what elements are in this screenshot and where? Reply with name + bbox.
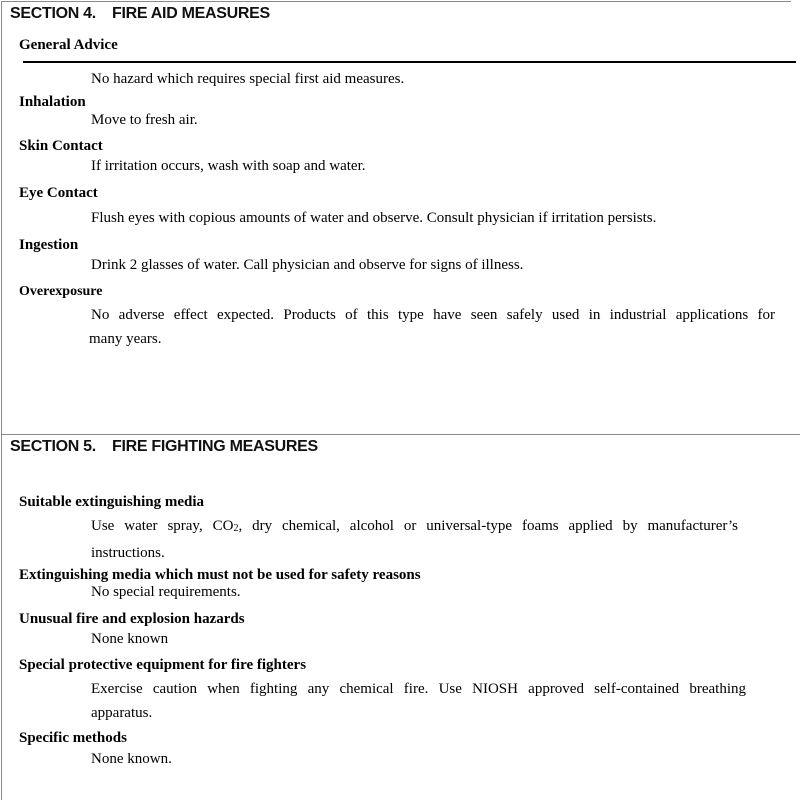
- overexposure-text: [89, 303, 775, 351]
- protective-equipment-heading: Special protective equipment for fire fighters: [19, 657, 307, 673]
- skin-contact-text: If irritation occurs, wash with soap and water.: [91, 158, 366, 174]
- eye-contact-heading: Eye Contact: [19, 185, 98, 201]
- section-5-title: [10, 438, 318, 456]
- overexposure-text-line-1: No adverse effect expected. Products of this type have seen safely used in industrial applications for: [91, 307, 775, 323]
- page-border-left: [1, 1, 2, 800]
- suitable-media-text-line-2: instructions.: [91, 545, 165, 561]
- general-advice-text: No hazard which requires special first aid measures.: [91, 71, 405, 87]
- co2-subscript: 2: [233, 523, 239, 534]
- suitable-media-heading: Suitable extinguishing media: [19, 494, 205, 510]
- section-4-heading: FIRE AID MEASURES: [112, 5, 270, 22]
- inhalation-text: Move to fresh air.: [91, 112, 198, 128]
- eye-contact-text: Flush eyes with copious amounts of water and observe. Consult physician if irritation persists.: [91, 210, 657, 226]
- protective-equipment-text: [91, 677, 746, 725]
- section-5-number: SECTION 5.: [10, 438, 96, 455]
- overexposure-heading: Overexposure: [19, 284, 103, 299]
- specific-methods-heading: Specific methods: [19, 730, 127, 746]
- suitable-media-text-line-1: [91, 514, 738, 541]
- overexposure-text-line-2: many years.: [89, 331, 162, 347]
- ingestion-heading: Ingestion: [19, 237, 79, 253]
- page-border-top: [1, 1, 791, 2]
- general-advice-heading: General Advice: [19, 37, 118, 53]
- ingestion-text: Drink 2 glasses of water. Call physician and observe for signs of illness.: [91, 257, 524, 273]
- unusual-hazards-text: None known: [91, 631, 169, 647]
- protective-equipment-text-line-1: Exercise caution when fighting any chemical fire. Use NIOSH approved self-contained breathing: [91, 681, 746, 697]
- suitable-media-text-part-a: Use water spray, CO: [91, 518, 234, 534]
- unusual-hazards-heading: Unusual fire and explosion hazards: [19, 611, 245, 627]
- suitable-media-text: [91, 514, 738, 565]
- protective-equipment-text-line-2: apparatus.: [91, 705, 153, 721]
- specific-methods-text: None known.: [91, 751, 172, 767]
- unsuitable-media-heading: Extinguishing media which must not be used for safety reasons: [19, 567, 421, 583]
- section-divider: [1, 434, 800, 435]
- skin-contact-heading: Skin Contact: [19, 138, 103, 154]
- suitable-media-text-part-b: , dry chemical, alcohol or universal-type foams applied by manufacturer’s: [238, 518, 738, 534]
- section-4-title: [10, 5, 270, 23]
- inhalation-heading: Inhalation: [19, 94, 86, 110]
- section-5-heading: FIRE FIGHTING MEASURES: [112, 438, 318, 455]
- section-4-number: SECTION 4.: [10, 5, 96, 22]
- heading-rule: [23, 61, 796, 63]
- unsuitable-media-text: No special requirements.: [91, 584, 241, 600]
